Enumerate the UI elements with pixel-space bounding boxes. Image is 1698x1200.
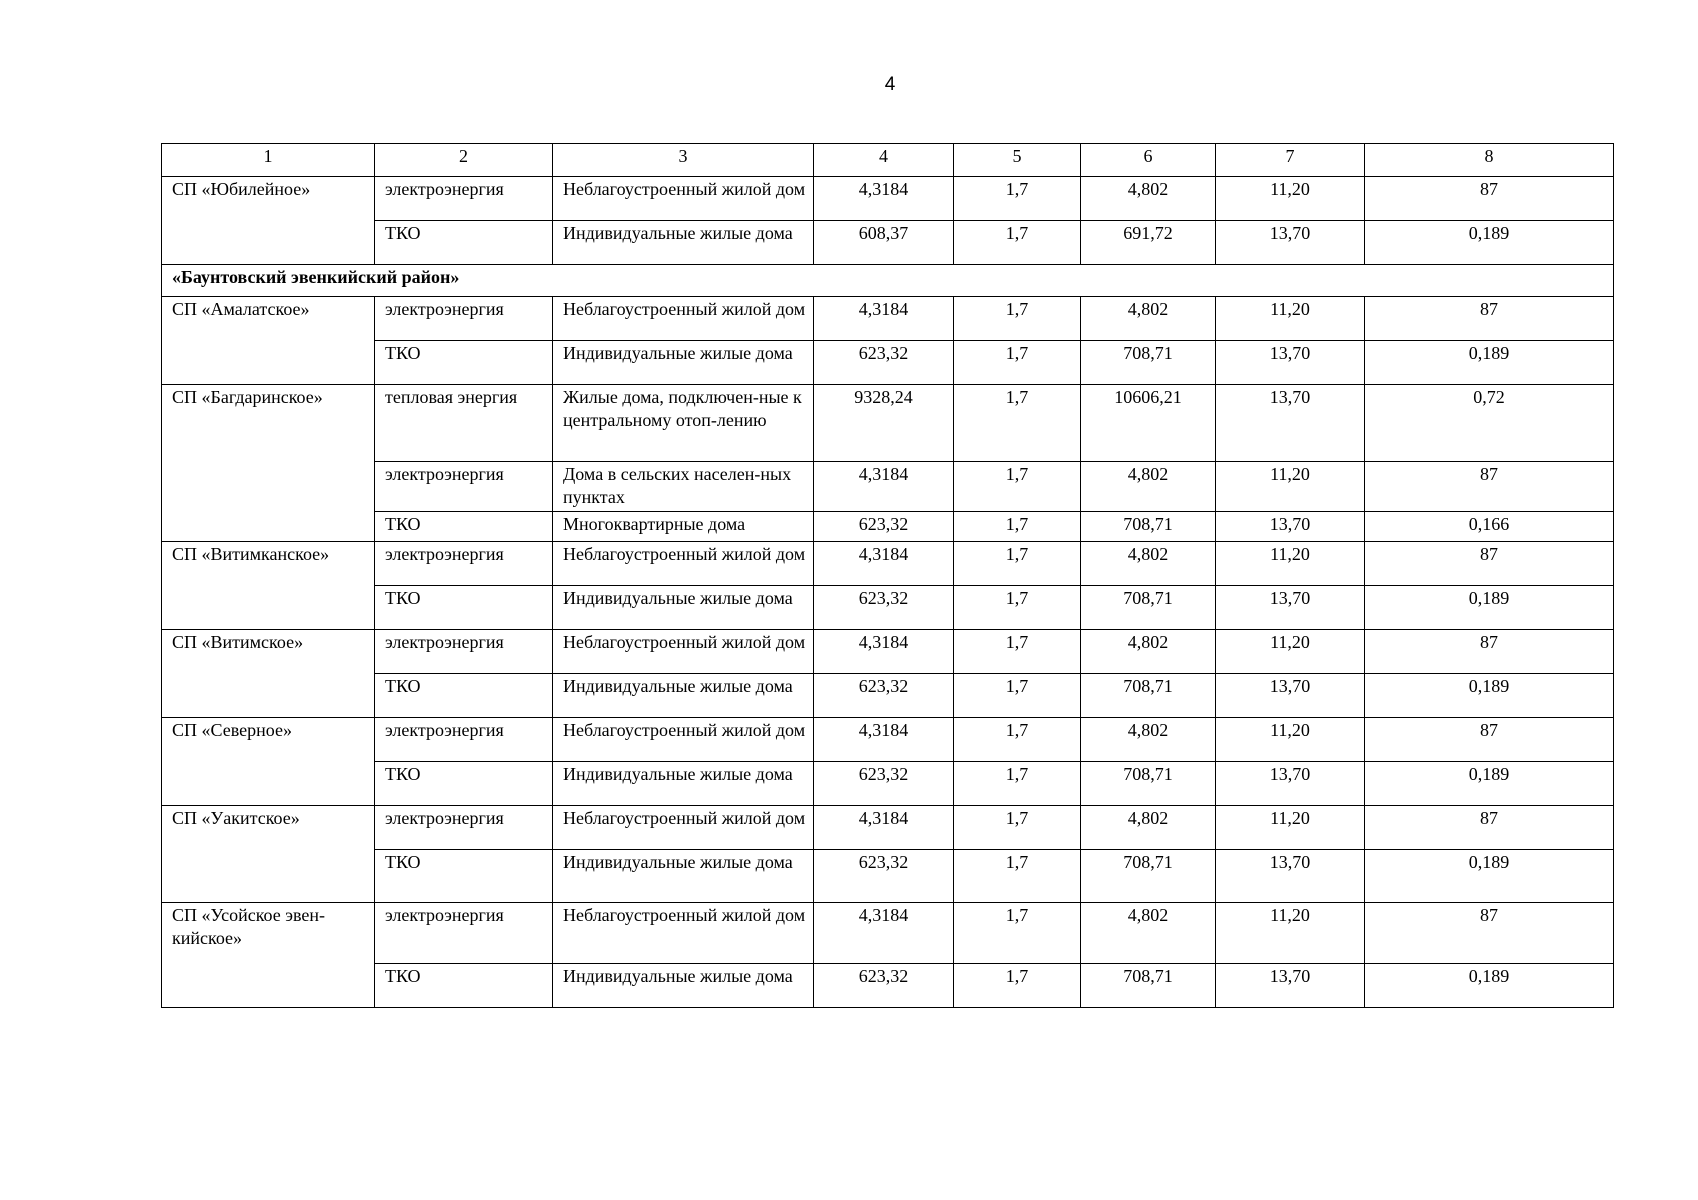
housing-type-cell: Неблагоустроенный жилой дом bbox=[553, 806, 814, 850]
value-cell-4: 4,3184 bbox=[814, 297, 954, 341]
resource-cell: электроэнергия bbox=[375, 630, 553, 674]
value-cell-5: 1,7 bbox=[954, 177, 1081, 221]
value-cell-7: 11,20 bbox=[1216, 177, 1365, 221]
value-cell-6: 708,71 bbox=[1081, 850, 1216, 903]
resource-cell: ТКО bbox=[375, 586, 553, 630]
value-cell-8: 0,189 bbox=[1365, 221, 1614, 265]
table-row bbox=[162, 542, 1614, 586]
resource-cell: электроэнергия bbox=[375, 542, 553, 586]
table-row bbox=[162, 586, 1614, 630]
value-cell-8: 0,189 bbox=[1365, 674, 1614, 718]
value-cell-6: 708,71 bbox=[1081, 341, 1216, 385]
section-title: «Баунтовский эвенкийский район» bbox=[162, 265, 1614, 297]
resource-cell: электроэнергия bbox=[375, 297, 553, 341]
value-cell-8: 0,189 bbox=[1365, 586, 1614, 630]
value-cell-6: 4,802 bbox=[1081, 718, 1216, 762]
value-cell-6: 4,802 bbox=[1081, 630, 1216, 674]
value-cell-5: 1,7 bbox=[954, 512, 1081, 542]
value-cell-5: 1,7 bbox=[954, 542, 1081, 586]
settlement-cell: СП «Уакитское» bbox=[162, 806, 375, 903]
value-cell-7: 13,70 bbox=[1216, 964, 1365, 1008]
value-cell-4: 623,32 bbox=[814, 850, 954, 903]
value-cell-6: 708,71 bbox=[1081, 512, 1216, 542]
resource-cell: тепловая энергия bbox=[375, 385, 553, 462]
value-cell-7: 11,20 bbox=[1216, 462, 1365, 512]
value-cell-8: 87 bbox=[1365, 297, 1614, 341]
value-cell-7: 13,70 bbox=[1216, 586, 1365, 630]
section-row bbox=[162, 265, 1614, 297]
housing-type-cell: Дома в сельских населен-ных пунктах bbox=[553, 462, 814, 512]
value-cell-5: 1,7 bbox=[954, 806, 1081, 850]
value-cell-5: 1,7 bbox=[954, 903, 1081, 964]
settlement-cell: СП «Витимское» bbox=[162, 630, 375, 718]
column-header: 8 bbox=[1365, 144, 1614, 177]
value-cell-6: 4,802 bbox=[1081, 177, 1216, 221]
table-row bbox=[162, 718, 1614, 762]
value-cell-4: 623,32 bbox=[814, 964, 954, 1008]
housing-type-cell: Неблагоустроенный жилой дом bbox=[553, 718, 814, 762]
resource-cell: электроэнергия bbox=[375, 903, 553, 964]
value-cell-8: 0,72 bbox=[1365, 385, 1614, 462]
value-cell-5: 1,7 bbox=[954, 850, 1081, 903]
column-header: 5 bbox=[954, 144, 1081, 177]
housing-type-cell: Неблагоустроенный жилой дом bbox=[553, 630, 814, 674]
value-cell-4: 4,3184 bbox=[814, 462, 954, 512]
value-cell-7: 11,20 bbox=[1216, 630, 1365, 674]
table-row bbox=[162, 806, 1614, 850]
housing-type-cell: Индивидуальные жилые дома bbox=[553, 586, 814, 630]
resource-cell: ТКО bbox=[375, 221, 553, 265]
value-cell-4: 4,3184 bbox=[814, 630, 954, 674]
value-cell-8: 87 bbox=[1365, 177, 1614, 221]
column-header: 3 bbox=[553, 144, 814, 177]
table-body bbox=[162, 144, 1614, 1008]
housing-type-cell: Индивидуальные жилые дома bbox=[553, 341, 814, 385]
table-row bbox=[162, 462, 1614, 512]
value-cell-5: 1,7 bbox=[954, 221, 1081, 265]
value-cell-7: 11,20 bbox=[1216, 718, 1365, 762]
settlement-cell: СП «Северное» bbox=[162, 718, 375, 806]
value-cell-7: 13,70 bbox=[1216, 385, 1365, 462]
table-row bbox=[162, 297, 1614, 341]
table-row bbox=[162, 762, 1614, 806]
value-cell-6: 4,802 bbox=[1081, 903, 1216, 964]
table-row bbox=[162, 177, 1614, 221]
value-cell-6: 708,71 bbox=[1081, 674, 1216, 718]
housing-type-cell: Неблагоустроенный жилой дом bbox=[553, 542, 814, 586]
value-cell-7: 13,70 bbox=[1216, 850, 1365, 903]
value-cell-8: 0,166 bbox=[1365, 512, 1614, 542]
value-cell-7: 11,20 bbox=[1216, 903, 1365, 964]
value-cell-7: 13,70 bbox=[1216, 341, 1365, 385]
resource-cell: электроэнергия bbox=[375, 806, 553, 850]
housing-type-cell: Неблагоустроенный жилой дом bbox=[553, 903, 814, 964]
housing-type-cell: Индивидуальные жилые дома bbox=[553, 964, 814, 1008]
value-cell-8: 0,189 bbox=[1365, 850, 1614, 903]
settlement-cell: СП «Витимканское» bbox=[162, 542, 375, 630]
settlement-cell: СП «Багдаринское» bbox=[162, 385, 375, 542]
value-cell-5: 1,7 bbox=[954, 718, 1081, 762]
value-cell-8: 87 bbox=[1365, 630, 1614, 674]
value-cell-7: 13,70 bbox=[1216, 512, 1365, 542]
value-cell-6: 708,71 bbox=[1081, 964, 1216, 1008]
value-cell-5: 1,7 bbox=[954, 762, 1081, 806]
tariff-table bbox=[161, 143, 1614, 1008]
value-cell-6: 4,802 bbox=[1081, 542, 1216, 586]
table-row bbox=[162, 964, 1614, 1008]
value-cell-4: 4,3184 bbox=[814, 718, 954, 762]
column-header: 7 bbox=[1216, 144, 1365, 177]
column-header: 6 bbox=[1081, 144, 1216, 177]
housing-type-cell: Многоквартирные дома bbox=[553, 512, 814, 542]
value-cell-8: 0,189 bbox=[1365, 341, 1614, 385]
value-cell-5: 1,7 bbox=[954, 586, 1081, 630]
value-cell-6: 4,802 bbox=[1081, 462, 1216, 512]
resource-cell: электроэнергия bbox=[375, 177, 553, 221]
value-cell-7: 11,20 bbox=[1216, 297, 1365, 341]
value-cell-4: 4,3184 bbox=[814, 806, 954, 850]
value-cell-7: 11,20 bbox=[1216, 806, 1365, 850]
page-number: 4 bbox=[884, 74, 896, 95]
settlement-cell: СП «Амалатское» bbox=[162, 297, 375, 385]
table-row bbox=[162, 341, 1614, 385]
housing-type-cell: Неблагоустроенный жилой дом bbox=[553, 297, 814, 341]
resource-cell: ТКО bbox=[375, 964, 553, 1008]
value-cell-4: 623,32 bbox=[814, 674, 954, 718]
value-cell-4: 4,3184 bbox=[814, 177, 954, 221]
table-row bbox=[162, 674, 1614, 718]
resource-cell: электроэнергия bbox=[375, 462, 553, 512]
table-row bbox=[162, 850, 1614, 903]
value-cell-8: 0,189 bbox=[1365, 964, 1614, 1008]
value-cell-4: 4,3184 bbox=[814, 903, 954, 964]
value-cell-8: 87 bbox=[1365, 542, 1614, 586]
column-header: 2 bbox=[375, 144, 553, 177]
value-cell-4: 4,3184 bbox=[814, 542, 954, 586]
value-cell-6: 691,72 bbox=[1081, 221, 1216, 265]
column-header: 4 bbox=[814, 144, 954, 177]
value-cell-5: 1,7 bbox=[954, 297, 1081, 341]
value-cell-5: 1,7 bbox=[954, 385, 1081, 462]
table-row bbox=[162, 512, 1614, 542]
value-cell-5: 1,7 bbox=[954, 341, 1081, 385]
value-cell-6: 4,802 bbox=[1081, 297, 1216, 341]
value-cell-8: 87 bbox=[1365, 462, 1614, 512]
resource-cell: ТКО bbox=[375, 850, 553, 903]
resource-cell: ТКО bbox=[375, 674, 553, 718]
value-cell-7: 13,70 bbox=[1216, 674, 1365, 718]
resource-cell: ТКО bbox=[375, 341, 553, 385]
value-cell-6: 10606,21 bbox=[1081, 385, 1216, 462]
resource-cell: ТКО bbox=[375, 762, 553, 806]
value-cell-4: 623,32 bbox=[814, 586, 954, 630]
value-cell-4: 623,32 bbox=[814, 341, 954, 385]
value-cell-8: 87 bbox=[1365, 903, 1614, 964]
housing-type-cell: Неблагоустроенный жилой дом bbox=[553, 177, 814, 221]
table-row bbox=[162, 385, 1614, 462]
table-header-row bbox=[162, 144, 1614, 177]
housing-type-cell: Индивидуальные жилые дома bbox=[553, 674, 814, 718]
table-row bbox=[162, 630, 1614, 674]
value-cell-6: 708,71 bbox=[1081, 586, 1216, 630]
resource-cell: ТКО bbox=[375, 512, 553, 542]
value-cell-6: 708,71 bbox=[1081, 762, 1216, 806]
table-row bbox=[162, 221, 1614, 265]
housing-type-cell: Индивидуальные жилые дома bbox=[553, 762, 814, 806]
value-cell-5: 1,7 bbox=[954, 630, 1081, 674]
value-cell-5: 1,7 bbox=[954, 964, 1081, 1008]
settlement-cell: СП «Усойское эвен-кийское» bbox=[162, 903, 375, 1008]
value-cell-7: 11,20 bbox=[1216, 542, 1365, 586]
housing-type-cell: Жилые дома, подключен-ные к центральному отоп-лению bbox=[553, 385, 814, 462]
value-cell-8: 87 bbox=[1365, 718, 1614, 762]
value-cell-8: 87 bbox=[1365, 806, 1614, 850]
value-cell-5: 1,7 bbox=[954, 674, 1081, 718]
settlement-cell: СП «Юбилейное» bbox=[162, 177, 375, 265]
value-cell-4: 623,32 bbox=[814, 762, 954, 806]
column-header: 1 bbox=[162, 144, 375, 177]
value-cell-4: 623,32 bbox=[814, 512, 954, 542]
resource-cell: электроэнергия bbox=[375, 718, 553, 762]
value-cell-4: 608,37 bbox=[814, 221, 954, 265]
value-cell-5: 1,7 bbox=[954, 462, 1081, 512]
table-row bbox=[162, 903, 1614, 964]
value-cell-8: 0,189 bbox=[1365, 762, 1614, 806]
housing-type-cell: Индивидуальные жилые дома bbox=[553, 850, 814, 903]
value-cell-6: 4,802 bbox=[1081, 806, 1216, 850]
value-cell-7: 13,70 bbox=[1216, 221, 1365, 265]
housing-type-cell: Индивидуальные жилые дома bbox=[553, 221, 814, 265]
value-cell-7: 13,70 bbox=[1216, 762, 1365, 806]
value-cell-4: 9328,24 bbox=[814, 385, 954, 462]
